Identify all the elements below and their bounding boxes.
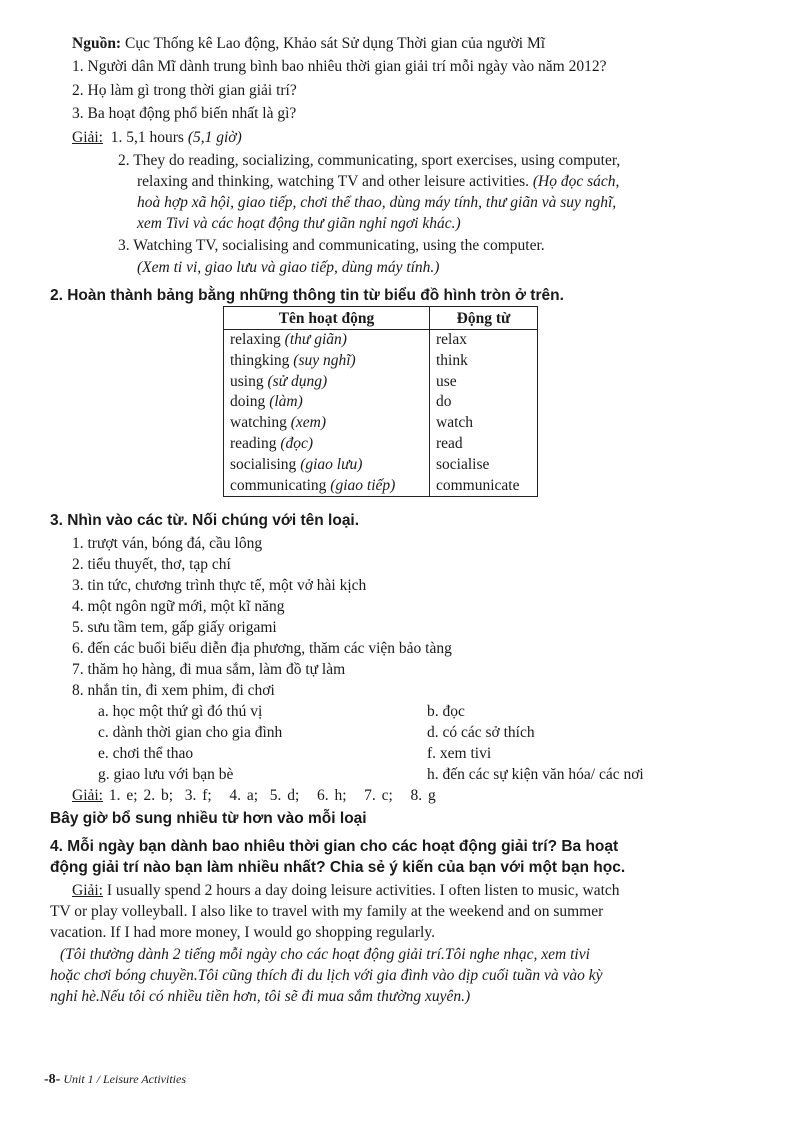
category-f: f. xem tivi <box>427 745 492 762</box>
section-2-heading: 2. Hoàn thành bảng bằng những thông tin từ biểu đồ hình tròn ở trên. <box>50 287 564 304</box>
section-4-answer-3: vacation. If I had more money, I would go shopping regularly. <box>50 924 435 941</box>
activity-verb-table <box>223 306 538 497</box>
category-g: g. giao lưu với bạn bè <box>98 766 234 783</box>
match-answers: Giải: 1. e; 2. b; 3. f; 4. a; 5. d; 6. h; 7. c; 8. g <box>72 787 436 804</box>
section-4-answer-1: Giải: I usually spend 2 hours a day doing leisure activities. I often listen to music, watch <box>72 882 620 899</box>
match-item-3: 3. tin tức, chương trình thực tế, một vở hài kịch <box>72 577 367 594</box>
table-row <box>224 392 538 413</box>
verb-cell: use <box>430 372 538 393</box>
table-header-row <box>224 307 538 330</box>
section-3-extra: Bây giờ bổ sung nhiều từ hơn vào mỗi loại <box>50 810 367 827</box>
table-row <box>224 372 538 393</box>
verb-cell: relax <box>430 330 538 351</box>
section-4-translation-1: (Tôi thường dành 2 tiếng mỗi ngày cho các hoạt động giải trí.Tôi nghe nhạc, xem tivi <box>60 946 590 963</box>
section-4-translation-3: nghỉ hè.Nếu tôi có nhiều tiền hơn, tôi sẽ đi mua sắm thường xuyên.) <box>50 988 471 1005</box>
activity-cell: relaxing (thư giãn) <box>224 330 430 351</box>
category-b: b. đọc <box>427 703 465 720</box>
answer-3: 3. Watching TV, socialising and communicating, using the computer. <box>118 237 545 254</box>
question-3: 3. Ba hoạt động phổ biến nhất là gì? <box>72 105 297 122</box>
table-header-activity: Tên hoạt động <box>224 307 430 330</box>
answer-3-translation: (Xem ti vi, giao lưu và giao tiếp, dùng máy tính.) <box>137 259 440 276</box>
verb-cell: socialise <box>430 455 538 476</box>
match-item-2: 2. tiểu thuyết, thơ, tạp chí <box>72 556 231 573</box>
table-row <box>224 476 538 497</box>
unit-title: Unit 1 / Leisure Activities <box>60 1072 186 1086</box>
activity-cell: thingking (suy nghĩ) <box>224 351 430 372</box>
section-4-translation-2: hoặc chơi bóng chuyền.Tôi cũng thích đi du lịch với gia đình vào dịp cuối tuần và vào kỳ <box>50 967 603 984</box>
section-4-heading-2: động giải trí nào bạn làm nhiều nhất? Chia sẻ ý kiến của bạn với một bạn học. <box>50 859 626 876</box>
source-text: Cục Thống kê Lao động, Khảo sát Sử dụng Thời gian của người Mĩ <box>121 35 546 52</box>
answer-1-translation: (5,1 giờ) <box>187 129 242 146</box>
answer-label: Giải: <box>72 882 103 899</box>
section-3-heading: 3. Nhìn vào các từ. Nối chúng với tên loại. <box>50 512 360 529</box>
answer-2-translation-2: hoà hợp xã hội, giao tiếp, chơi thể thao, dùng máy tính, thư giãn và suy nghĩ, <box>137 194 617 211</box>
activity-cell: doing (làm) <box>224 392 430 413</box>
answer-2-text: relaxing and thinking, watching TV and other leisure activities. <box>137 173 533 190</box>
match-item-7: 7. thăm họ hàng, đi mua sắm, làm đồ tự làm <box>72 661 346 678</box>
answer-2-line-2 <box>137 171 619 192</box>
category-c: c. dành thời gian cho gia đình <box>98 724 283 741</box>
verb-cell: watch <box>430 413 538 434</box>
match-item-6: 6. đến các buổi biểu diễn địa phương, thăm các viện bảo tàng <box>72 640 452 657</box>
category-h: h. đến các sự kiện văn hóa/ các nơi <box>427 766 644 783</box>
answer-2-translation-3: xem Tivi và các hoạt động thư giãn nghỉ ngơi khác.) <box>137 215 461 232</box>
question-1: 1. Người dân Mĩ dành trung bình bao nhiêu thời gian giải trí mỗi ngày vào năm 2012? <box>72 58 607 75</box>
answer-2-line-1: 2. They do reading, socializing, communicating, sport exercises, using computer, <box>118 152 621 169</box>
source-line <box>72 33 545 54</box>
page-number: -8- <box>44 1072 61 1087</box>
activity-cell: reading (đọc) <box>224 434 430 455</box>
activity-cell: using (sử dụng) <box>224 372 430 393</box>
answer-label: Giải: <box>72 129 103 146</box>
page-footer <box>44 1069 186 1090</box>
category-d: d. có các sở thích <box>427 724 535 741</box>
match-item-5: 5. sưu tầm tem, gấp giấy origami <box>72 619 277 636</box>
answer-2-translation-start: (Họ đọc sách, <box>532 173 620 190</box>
answer-1-line <box>72 127 242 148</box>
match-item-1: 1. trượt ván, bóng đá, cầu lông <box>72 535 263 552</box>
table-header-verb: Động từ <box>430 307 538 330</box>
table-row <box>224 351 538 372</box>
activity-cell: socialising (giao lưu) <box>224 455 430 476</box>
table-row <box>224 330 538 351</box>
table-row <box>224 455 538 476</box>
table-row <box>224 413 538 434</box>
verb-cell: think <box>430 351 538 372</box>
verb-cell: read <box>430 434 538 455</box>
section-4-answer-2: TV or play volleyball. I also like to travel with my family at the weekend and on summer <box>50 903 604 920</box>
source-label: Nguồn: <box>72 35 122 52</box>
question-2: 2. Họ làm gì trong thời gian giải trí? <box>72 82 297 99</box>
answer-label: Giải: <box>72 787 103 804</box>
category-a: a. học một thứ gì đó thú vị <box>98 703 263 720</box>
activity-cell: communicating (giao tiếp) <box>224 476 430 497</box>
activity-cell: watching (xem) <box>224 413 430 434</box>
match-item-4: 4. một ngôn ngữ mới, một kĩ năng <box>72 598 285 615</box>
match-item-8: 8. nhắn tin, đi xem phim, đi chơi <box>72 682 275 699</box>
section-4-heading-1: 4. Mỗi ngày bạn dành bao nhiêu thời gian cho các hoạt động giải trí? Ba hoạt <box>50 838 619 855</box>
category-e: e. chơi thể thao <box>98 745 194 762</box>
verb-cell: do <box>430 392 538 413</box>
verb-cell: communicate <box>430 476 538 497</box>
table-row <box>224 434 538 455</box>
answer-1: 1. 5,1 hours <box>110 129 188 146</box>
